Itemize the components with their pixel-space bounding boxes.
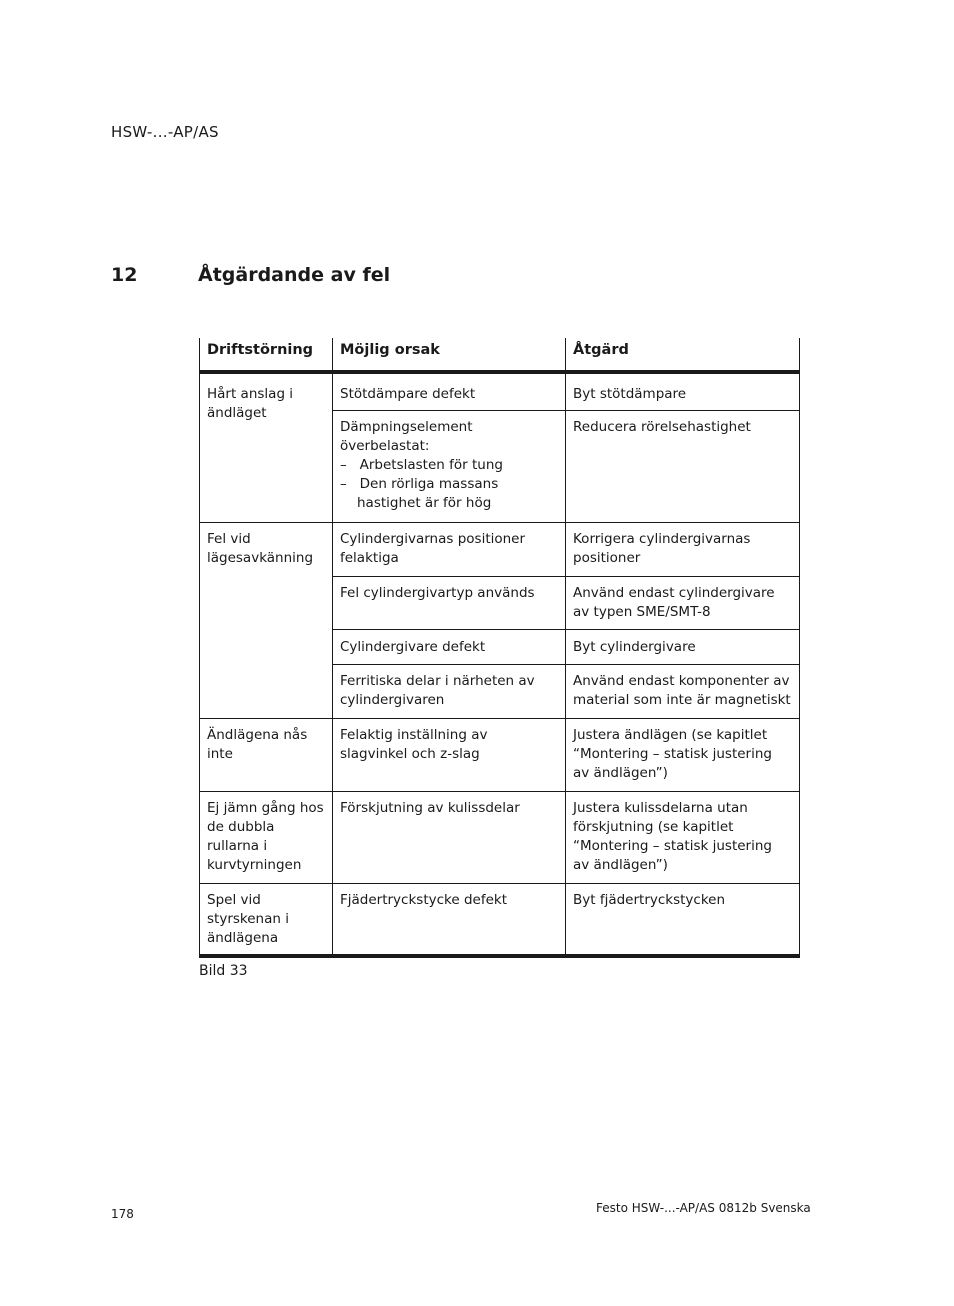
table-row (200, 719, 800, 792)
remedy-cell: Byt cylindergivare (566, 630, 800, 665)
remedy-cell: Korrigera cylindergivarnas positioner (566, 523, 800, 577)
remedy-cell: Använd endast cylindergivare av typen SME/SMT-8 (566, 577, 800, 630)
cause-cell: Cylindergivare defekt (333, 630, 566, 665)
cause-cell: Fel cylindergivartyp används (333, 577, 566, 630)
fault-cell: Spel vid styrskenan i ändlägena (200, 884, 333, 957)
cause-text: Dämpningselement överbelastat: (340, 419, 473, 454)
figure-caption: Bild 33 (199, 963, 248, 979)
table-row (200, 884, 800, 957)
document-code: HSW-...-AP/AS (111, 123, 219, 141)
fault-cell: Fel vid lägesavkänning (200, 523, 333, 719)
cause-list-item: – Den rörliga massans hastighet är för hög (340, 476, 499, 511)
header-remedy: Åtgärd (566, 338, 800, 372)
section-number: 12 (111, 264, 138, 286)
cause-cell: Cylindergivarnas positioner felaktiga (333, 523, 566, 577)
cause-cell: Felaktig inställning av slagvinkel och z-slag (333, 719, 566, 792)
remedy-cell: Justera ändlägen (se kapitlet “Montering – statisk justering av ändlägen”) (566, 719, 800, 792)
page-number: 178 (111, 1207, 134, 1221)
remedy-cell: Byt fjädertryckstycken (566, 884, 800, 957)
remedy-cell: Byt stötdämpare (566, 372, 800, 411)
cause-cell: Fjädertryckstycke defekt (333, 884, 566, 957)
remedy-cell: Justera kulissdelarna utan förskjutning (se kapitlet “Montering – statisk justering av ändlägen”) (566, 792, 800, 884)
cause-cell (333, 411, 566, 523)
cause-cell: Förskjutning av kulissdelar (333, 792, 566, 884)
header-fault: Driftstörning (200, 338, 333, 372)
table-row (200, 523, 800, 577)
fault-cell: Hårt anslag i ändläget (200, 372, 333, 523)
table-row (200, 372, 800, 411)
cause-cell: Stötdämpare defekt (333, 372, 566, 411)
header-cause: Möjlig orsak (333, 338, 566, 372)
cause-cell: Ferritiska delar i närheten av cylindergivaren (333, 665, 566, 719)
remedy-cell: Reducera rörelsehastighet (566, 411, 800, 523)
table-row (200, 792, 800, 884)
table-header-row (200, 338, 800, 372)
publication-footer: Festo HSW-...-AP/AS 0812b Svenska (596, 1201, 811, 1215)
remedy-cell: Använd endast komponenter av material som inte är magnetiskt (566, 665, 800, 719)
troubleshooting-table (199, 338, 800, 958)
fault-cell: Ej jämn gång hos de dubbla rullarna i kurvtyrningen (200, 792, 333, 884)
cause-list-item: – Arbetslasten för tung (340, 457, 503, 473)
fault-cell: Ändlägena nås inte (200, 719, 333, 792)
section-title: Åtgärdande av fel (198, 264, 391, 286)
